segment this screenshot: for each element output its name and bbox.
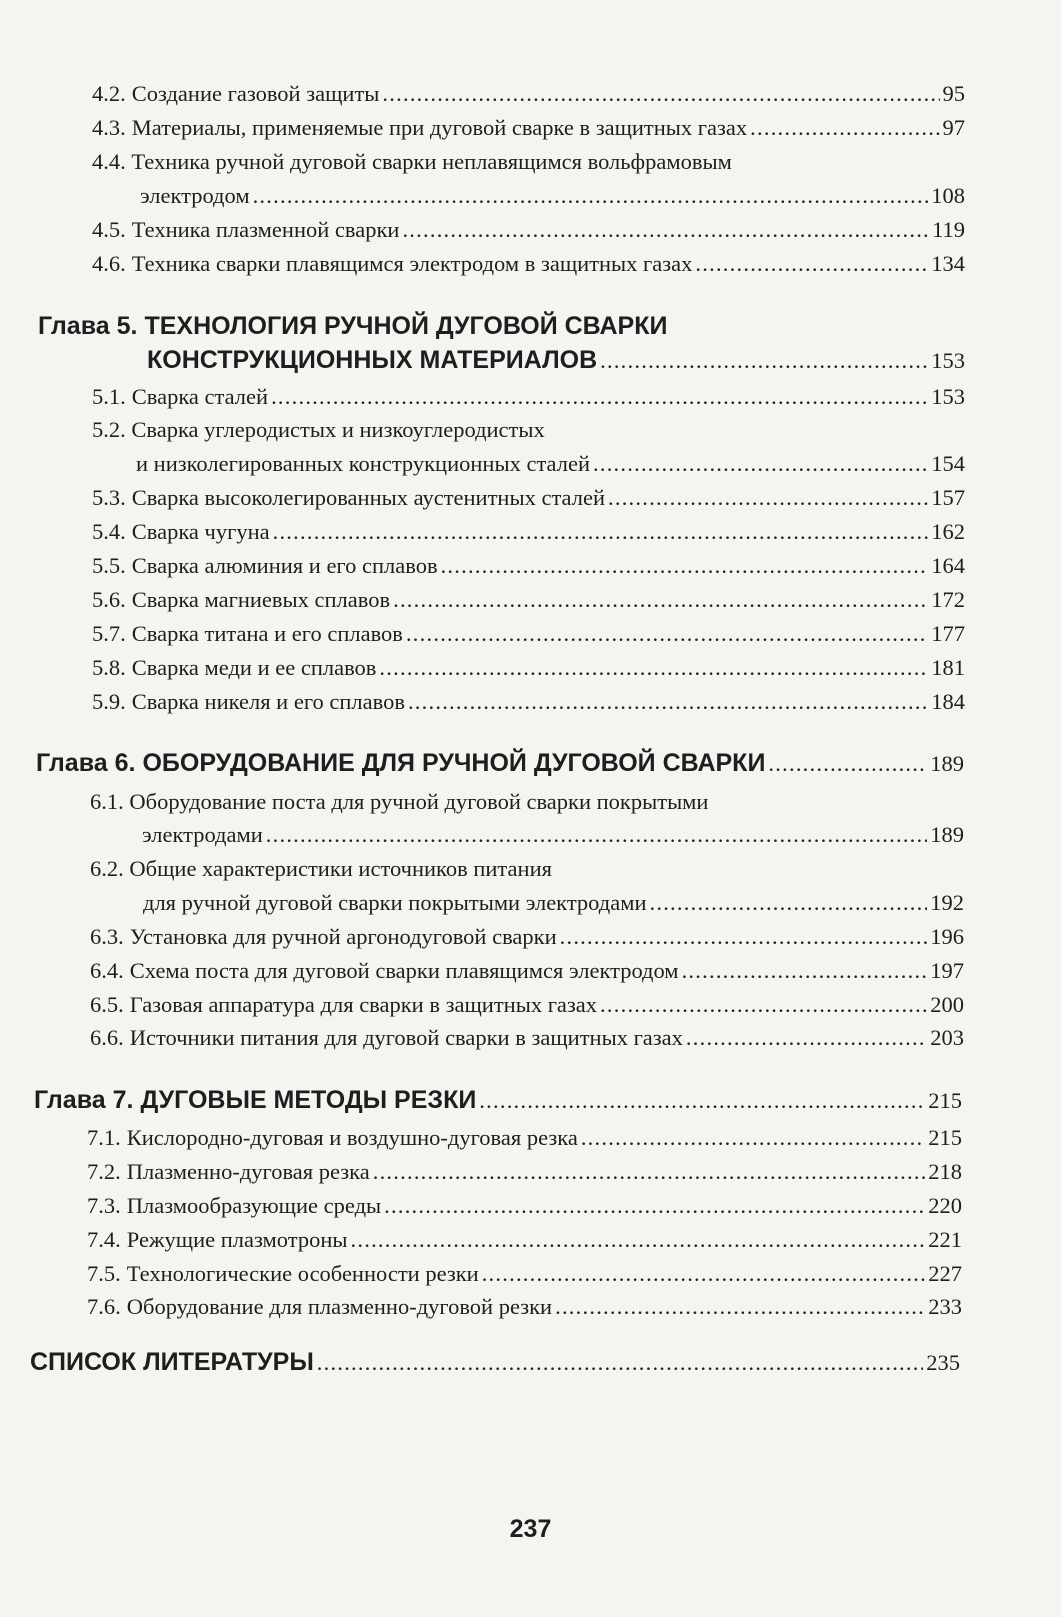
page-number: 97 (942, 115, 965, 140)
leader-dots (253, 182, 929, 210)
toc-entry-4-2: 4.2. Создание газовой защиты . . . 95 (92, 80, 965, 108)
toc-entry-7-5: 7.5. Технологические особенности резки . . . 227 (87, 1260, 962, 1288)
page-number: 172 (931, 587, 965, 612)
toc-entry-7-3: 7.3. Плазмообразующие среды . . . 220 (87, 1192, 962, 1220)
page-number: 134 (931, 251, 965, 276)
leader-dots (479, 1088, 925, 1114)
bibliography-heading: СПИСОК ЛИТЕРАТУРЫ . . . 235 (30, 1348, 960, 1377)
toc-entry-4-4-line2: электродом . . . 108 (140, 182, 965, 210)
chapter-5-heading: Глава 5. ТЕХНОЛОГИЯ РУЧНОЙ ДУГОВОЙ СВАРКИ (38, 312, 668, 340)
page-number: 153 (931, 384, 965, 409)
toc-entry-6-5: 6.5. Газовая аппаратура для сварки в защитных газах . . . 200 (90, 991, 964, 1019)
toc-entry-4-5: 4.5. Техника плазменной сварки . . . 119 (92, 216, 965, 244)
leader-dots (695, 250, 928, 278)
toc-entry-7-1: 7.1. Кислородно-дуговая и воздушно-дуговая резка . . . 215 (87, 1124, 962, 1152)
page-number: 184 (931, 689, 965, 714)
page-number: 108 (931, 183, 965, 208)
toc-entry-4-3: 4.3. Материалы, применяемые при дуговой сварке в защитных газах . . . 97 (92, 114, 965, 142)
page-number: 95 (942, 81, 965, 106)
leader-dots (650, 889, 928, 917)
leader-dots (750, 114, 939, 142)
toc-entry-5-3: 5.3. Сварка высоколегированных аустенитных сталей . . . 157 (92, 484, 965, 512)
leader-dots (682, 957, 928, 985)
toc-entry-5-6: 5.6. Сварка магниевых сплавов . . . 172 (92, 586, 965, 614)
page-number: 227 (928, 1261, 962, 1286)
page-number: 221 (928, 1227, 962, 1252)
folio-page-number: 237 (509, 1515, 552, 1543)
leader-dots (482, 1260, 926, 1288)
page-number: 189 (930, 751, 964, 776)
toc-entry-5-1: 5.1. Сварка сталей . . . 153 (92, 383, 965, 411)
leader-dots (266, 821, 927, 849)
leader-dots (686, 1024, 927, 1052)
leader-dots (768, 751, 927, 777)
page-number: 153 (931, 348, 965, 373)
leader-dots (555, 1293, 925, 1321)
chapter-7-heading: Глава 7. ДУГОВЫЕ МЕТОДЫ РЕЗКИ . . . 215 (34, 1086, 962, 1115)
page-number: 215 (928, 1125, 962, 1150)
toc-entry-5-8: 5.8. Сварка меди и ее сплавов . . . 181 (92, 654, 965, 682)
leader-dots (600, 348, 928, 374)
page-number: 200 (930, 992, 964, 1017)
page-number: 215 (928, 1088, 962, 1113)
toc-entry-4-4-line1: 4.4. Техника ручной дуговой сварки неплавящимся вольфрамовым (92, 149, 732, 174)
leader-dots (351, 1226, 926, 1254)
page-number: 196 (930, 924, 964, 949)
toc-entry-6-2-line2: для ручной дуговой сварки покрытыми электродами . . . 192 (143, 889, 964, 917)
toc-entry-7-2: 7.2. Плазменно-дуговая резка . . . 218 (87, 1158, 962, 1186)
leader-dots (593, 450, 928, 478)
leader-dots (317, 1350, 923, 1376)
toc-entry-6-3: 6.3. Установка для ручной аргонодуговой сварки . . . 196 (90, 923, 964, 951)
page-number: 192 (930, 890, 964, 915)
page-number: 157 (931, 485, 965, 510)
page-number: 177 (931, 621, 965, 646)
toc-entry-5-7: 5.7. Сварка титана и его сплавов . . . 177 (92, 620, 965, 648)
leader-dots (441, 552, 929, 580)
leader-dots (271, 383, 928, 411)
leader-dots (402, 216, 929, 244)
toc-entry-4-6: 4.6. Техника сварки плавящимся электродом в защитных газах . . . 134 (92, 250, 965, 278)
page-number: 220 (928, 1193, 962, 1218)
page-number: 119 (932, 217, 965, 242)
page-number: 181 (931, 655, 965, 680)
page-number: 162 (931, 519, 965, 544)
page-number: 203 (930, 1025, 964, 1050)
page-number: 235 (926, 1350, 960, 1375)
page-number: 189 (930, 822, 964, 847)
leader-dots (382, 80, 939, 108)
chapter-6-heading: Глава 6. ОБОРУДОВАНИЕ ДЛЯ РУЧНОЙ ДУГОВОЙ СВАРКИ . . . 189 (36, 749, 964, 778)
leader-dots (600, 991, 927, 1019)
chapter-5-heading-line2: КОНСТРУКЦИОННЫХ МАТЕРИАЛОВ . . . 153 (147, 346, 965, 375)
leader-dots (406, 620, 928, 648)
toc-entry-6-6: 6.6. Источники питания для дуговой сварки в защитных газах . . . 203 (90, 1024, 964, 1052)
toc-entry-6-1-line1: 6.1. Оборудование поста для ручной дуговой сварки покрытыми (90, 789, 709, 814)
leader-dots (608, 484, 928, 512)
toc-entry-6-2-line1: 6.2. Общие характеристики источников питания (90, 856, 552, 881)
page-number: 218 (928, 1159, 962, 1184)
leader-dots (581, 1124, 925, 1152)
leader-dots (379, 654, 928, 682)
leader-dots (384, 1192, 925, 1220)
toc-entry-5-5: 5.5. Сварка алюминия и его сплавов . . . 164 (92, 552, 965, 580)
toc-entry-5-4: 5.4. Сварка чугуна . . . 162 (92, 518, 965, 546)
toc-entry-5-2-line2: и низколегированных конструкционных сталей . . . 154 (136, 450, 965, 478)
leader-dots (393, 586, 928, 614)
leader-dots (560, 923, 928, 951)
page-number: 154 (931, 451, 965, 476)
toc-entry-5-9: 5.9. Сварка никеля и его сплавов . . . 184 (92, 688, 965, 716)
toc-entry-6-1-line2: электродами . . . 189 (142, 821, 964, 849)
toc-entry-7-4: 7.4. Режущие плазмотроны . . . 221 (87, 1226, 962, 1254)
leader-dots (373, 1158, 926, 1186)
toc-entry-5-2-line1: 5.2. Сварка углеродистых и низкоуглеродистых (92, 417, 545, 442)
page-number: 164 (931, 553, 965, 578)
toc-entry-7-6: 7.6. Оборудование для плазменно-дуговой резки . . . 233 (87, 1293, 962, 1321)
leader-dots (273, 518, 929, 546)
toc-entry-6-4: 6.4. Схема поста для дуговой сварки плавящимся электродом . . . 197 (90, 957, 964, 985)
leader-dots (408, 688, 928, 716)
page-number: 233 (928, 1294, 962, 1319)
page-number: 197 (930, 958, 964, 983)
